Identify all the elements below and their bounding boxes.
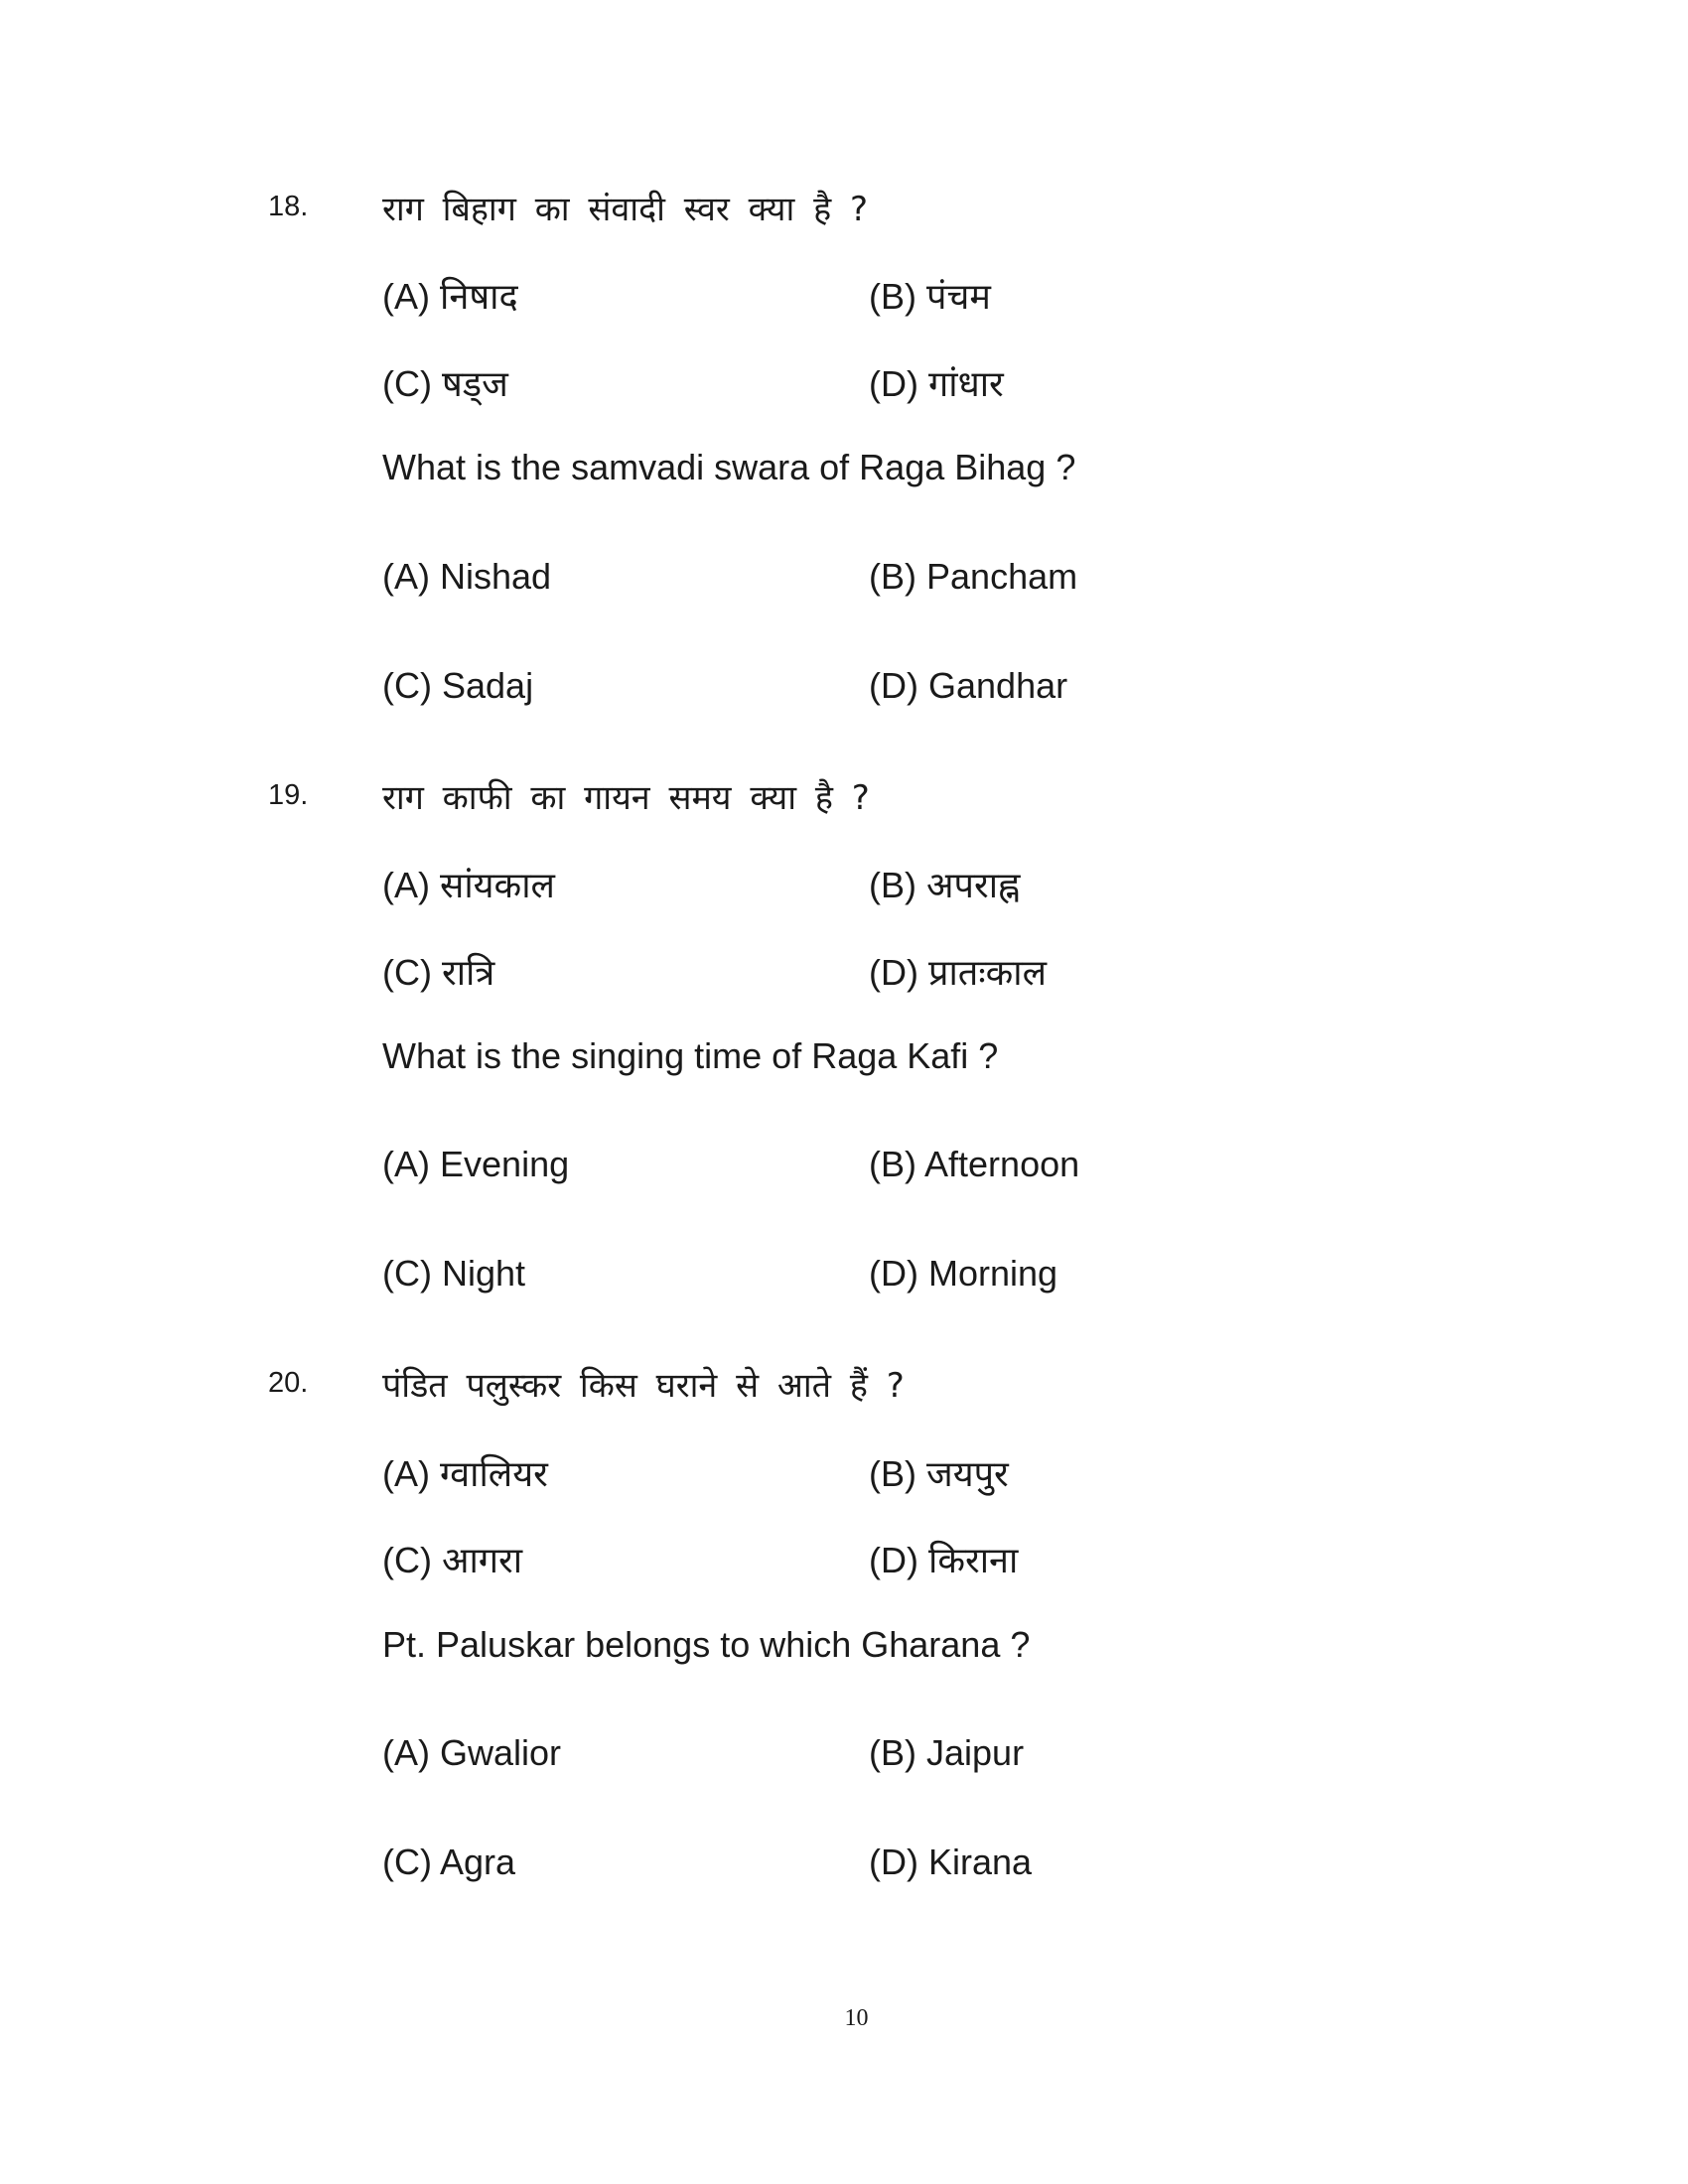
page-number: 10 <box>844 2005 869 2031</box>
english-option-c: (C) Night <box>382 1253 526 1294</box>
english-option-b: (B) Pancham <box>869 556 1078 597</box>
english-option-a: (A) Nishad <box>382 556 552 597</box>
hindi-option-b: (B) पंचम <box>869 276 991 318</box>
hindi-option-c: (C) षड्ज <box>382 363 508 405</box>
question-number: 20. <box>268 1367 309 1399</box>
hindi-option-b: (B) अपराह्न <box>869 865 1021 906</box>
question-text-hindi: राग काफी का गायन समय क्या है ? <box>382 778 870 818</box>
question-number: 18. <box>268 191 309 222</box>
question-text-english: What is the singing time of Raga Kafi ? <box>382 1035 999 1076</box>
hindi-option-b: (B) जयपुर <box>869 1453 1009 1495</box>
question-text-english: What is the samvadi swara of Raga Bihag ? <box>382 447 1076 487</box>
english-option-a: (A) Evening <box>382 1144 570 1184</box>
question-text-english: Pt. Paluskar belongs to which Gharana ? <box>382 1624 1031 1665</box>
question-number: 19. <box>268 779 309 811</box>
hindi-option-c: (C) रात्रि <box>382 952 495 994</box>
hindi-option-a: (A) ग्वालियर <box>382 1453 548 1495</box>
english-option-a: (A) Gwalior <box>382 1732 562 1773</box>
english-option-b: (B) Jaipur <box>869 1732 1025 1773</box>
hindi-option-a: (A) सांयकाल <box>382 865 555 906</box>
hindi-option-a: (A) निषाद <box>382 276 518 318</box>
english-option-d: (D) Morning <box>869 1253 1058 1294</box>
hindi-option-d: (D) प्रातःकाल <box>869 952 1047 994</box>
hindi-option-d: (D) किराना <box>869 1540 1019 1581</box>
hindi-option-c: (C) आगरा <box>382 1540 523 1581</box>
english-option-c: (C) Agra <box>382 1842 516 1882</box>
english-option-b: (B) Afternoon <box>869 1144 1080 1184</box>
hindi-option-d: (D) गांधार <box>869 363 1004 405</box>
question-text-hindi: पंडित पलुस्कर किस घराने से आते हैं ? <box>382 1366 905 1406</box>
english-option-d: (D) Gandhar <box>869 665 1068 706</box>
question-text-hindi: राग बिहाग का संवादी स्वर क्या है ? <box>382 190 869 229</box>
english-option-d: (D) Kirana <box>869 1842 1033 1882</box>
english-option-c: (C) Sadaj <box>382 665 534 706</box>
